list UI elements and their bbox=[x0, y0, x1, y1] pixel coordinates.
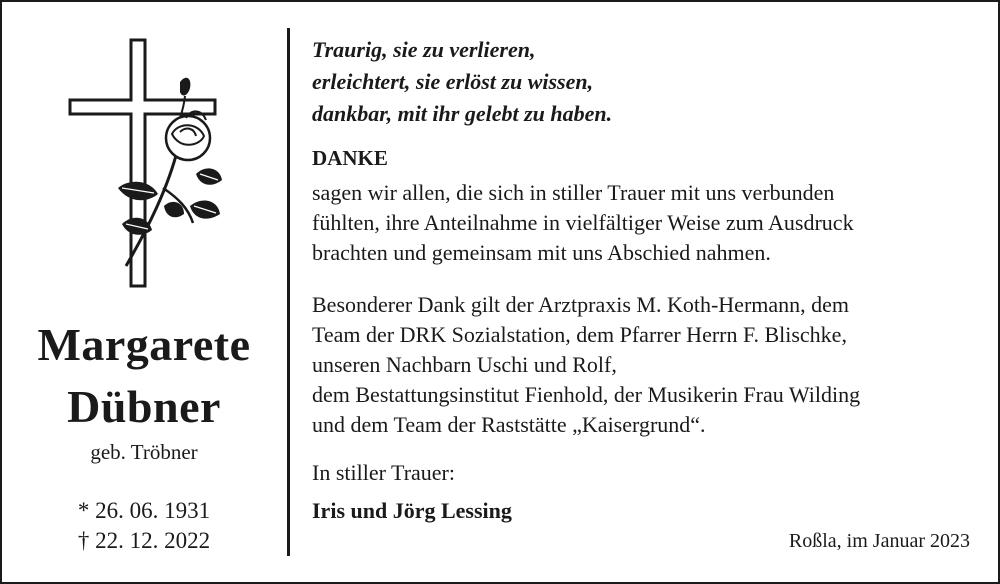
place-date: Roßla, im Januar 2023 bbox=[788, 530, 970, 552]
left-column bbox=[18, 0, 270, 584]
danke-heading: DANKE bbox=[312, 146, 388, 170]
thanks-paragraph bbox=[312, 178, 854, 268]
right-column bbox=[312, 0, 982, 584]
cross-with-rose-icon bbox=[68, 38, 238, 298]
paragraph-line: Besonderer Dank gilt der Arztpraxis M. Koth-Hermann, dem bbox=[312, 292, 850, 317]
paragraph-line: sagen wir allen, die sich in stiller Trauer mit uns verbunden bbox=[312, 180, 835, 205]
vertical-divider bbox=[287, 28, 290, 556]
memorial-quote bbox=[312, 34, 612, 130]
paragraph-line: dem Bestattungsinstitut Fienhold, der Musikerin Frau Wilding bbox=[312, 382, 861, 407]
paragraph-line: und dem Team der Raststätte „Kaisergrund“. bbox=[312, 412, 706, 437]
deceased-last-name: Dübner bbox=[67, 381, 221, 432]
signoff: In stiller Trauer: bbox=[312, 460, 455, 485]
special-thanks-paragraph bbox=[312, 290, 860, 440]
quote-line: erleichtert, sie erlöst zu wissen, bbox=[312, 69, 594, 94]
maiden-name: geb. Tröbner bbox=[90, 440, 198, 464]
death-date: † 22. 12. 2022 bbox=[77, 528, 211, 553]
signers: Iris und Jörg Lessing bbox=[312, 498, 512, 523]
paragraph-line: Team der DRK Sozialstation, dem Pfarrer Herrn F. Blischke, bbox=[312, 322, 847, 347]
paragraph-line: brachten und gemeinsam mit uns Abschied nahmen. bbox=[312, 240, 771, 265]
birth-date: * 26. 06. 1931 bbox=[77, 498, 211, 523]
quote-line: dankbar, mit ihr gelebt zu haben. bbox=[312, 101, 613, 126]
paragraph-line: unseren Nachbarn Uschi und Rolf, bbox=[312, 352, 617, 377]
deceased-first-name: Margarete bbox=[37, 319, 251, 370]
paragraph-line: fühlten, ihre Anteilnahme in vielfältiger Weise zum Ausdruck bbox=[312, 210, 854, 235]
quote-line: Traurig, sie zu verlieren, bbox=[312, 37, 536, 62]
